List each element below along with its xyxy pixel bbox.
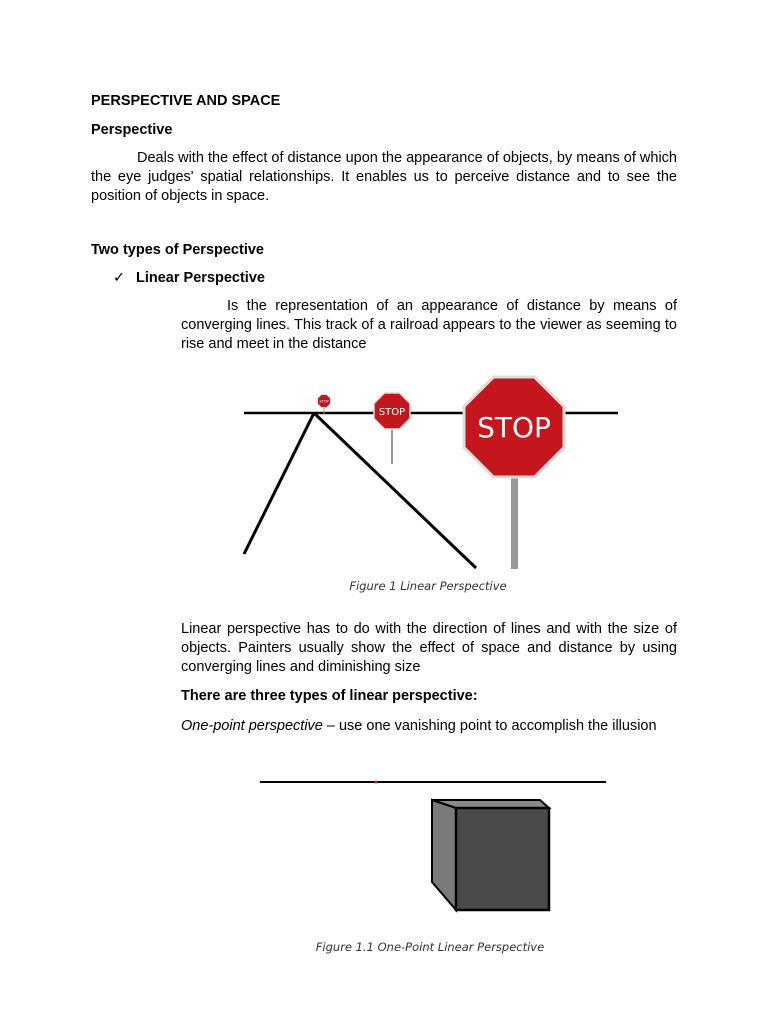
one-point-term: One-point perspective [181, 718, 323, 734]
checkmark-icon: ✓ [113, 270, 126, 286]
one-point-description: – use one vanishing point to accomplish the illusion [322, 718, 657, 734]
linear-perspective-heading: Linear Perspective [136, 270, 265, 286]
cube-side-face [432, 800, 456, 910]
converging-line-right [314, 413, 476, 568]
types-heading: Two types of Perspective [91, 242, 264, 258]
page-title: PERSPECTIVE AND SPACE [91, 93, 281, 109]
figure-one-point-perspective [0, 770, 768, 920]
cube-front-face [456, 808, 549, 910]
figure1-caption: Figure 1 Linear Perspective [349, 579, 507, 593]
linear-paragraph [181, 620, 677, 677]
figure-linear-perspective [0, 370, 768, 570]
perspective-definition [91, 149, 677, 206]
perspective-definition-text: Deals with the effect of distance upon the appearance of objects, by means of which the eye judges' spatial relationships. It enables us to perceive distance and to see the position of objects in space. [91, 150, 677, 204]
stop-sign-medium [374, 393, 410, 464]
stop-sign-medium-label: STOP [378, 407, 406, 418]
linear-definition-text: Is the representation of an appearance of distance by means of converging lines. This track of a railroad appears to the viewer as seeming to rise and meet in the distance [181, 298, 677, 352]
linear-definition [181, 297, 677, 354]
figure2-caption: Figure 1.1 One-Point Linear Perspective [315, 940, 545, 954]
stop-sign-small-label: STOP [319, 399, 329, 404]
stop-sign-large [464, 377, 564, 569]
linear-paragraph-text: Linear perspective has to do with the direction of lines and with the size of objects. Painters usually show the effect of space and distance by using converging lines and diminishing size [181, 621, 677, 675]
converging-line-left [244, 413, 314, 554]
one-point-line [181, 717, 657, 736]
vanishing-point [375, 781, 378, 784]
stop-sign-small [318, 395, 331, 415]
three-types-heading: There are three types of linear perspective: [181, 688, 478, 704]
stop-sign-large-label: STOP [477, 411, 551, 444]
perspective-heading: Perspective [91, 122, 173, 138]
